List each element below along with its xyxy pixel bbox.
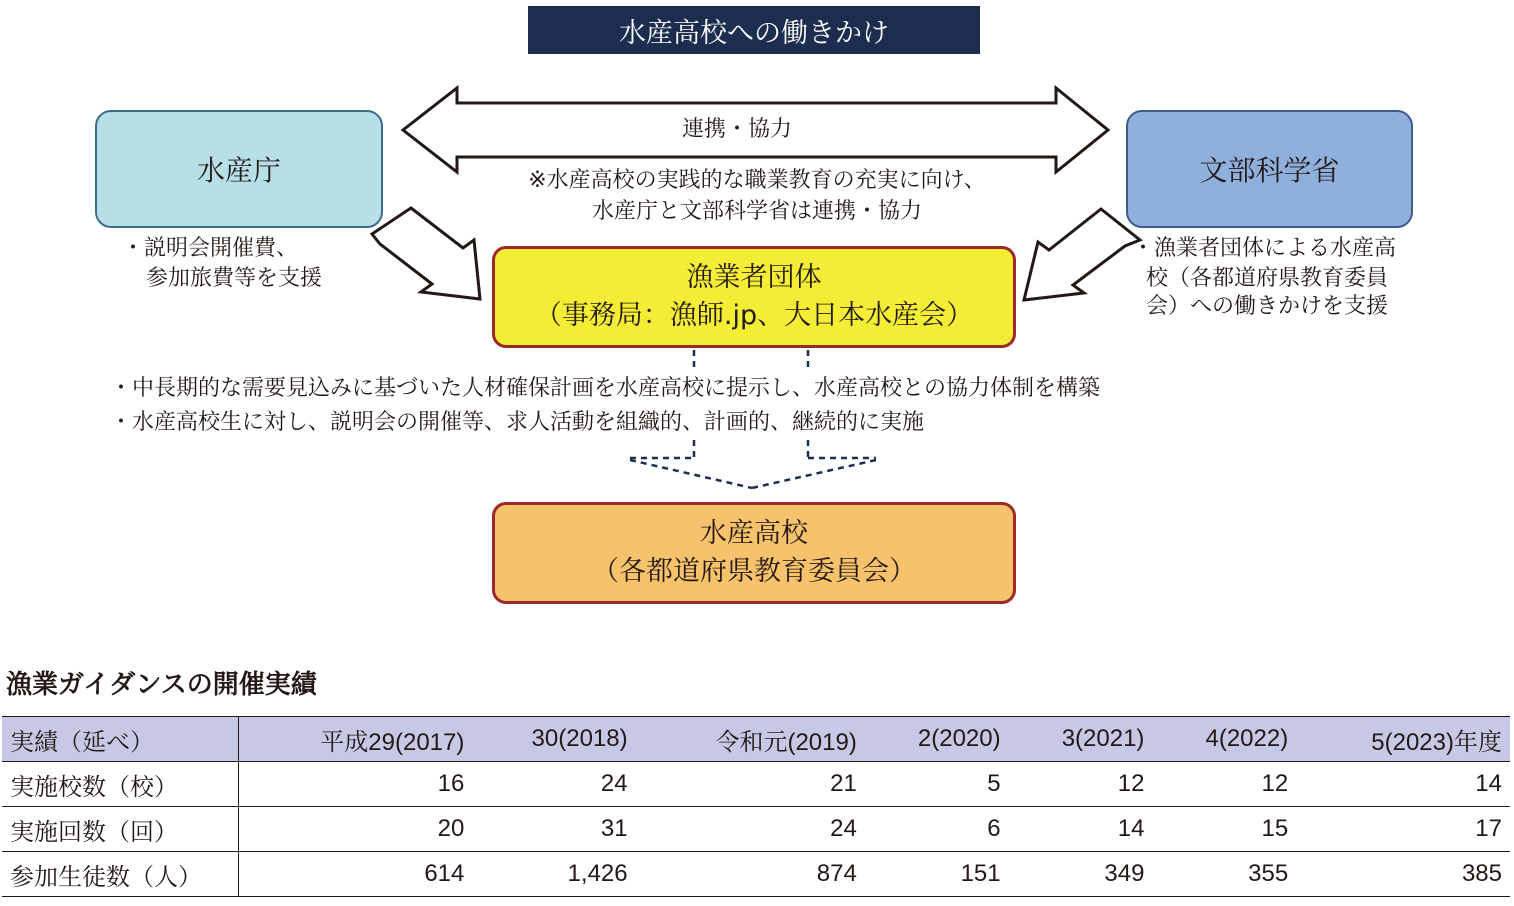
table-cell: 17 — [1296, 807, 1510, 852]
table-header-row — [2, 717, 1510, 762]
table-cell: 16 — [239, 762, 473, 807]
table-header-cell: 4(2022) — [1152, 717, 1296, 762]
mext-support-line3: 会）への働きかけを支援 — [1146, 294, 1389, 319]
cooperation-note-line2: 水産庁と文部科学省は連携・協力 — [591, 199, 922, 224]
table-cell: 5 — [865, 762, 1009, 807]
guidance-results-title: 漁業ガイダンスの開催実績 — [6, 670, 317, 700]
table-cell: 349 — [1009, 852, 1153, 897]
cooperation-note-line1: ※水産高校の実践的な職業教育の充実に向け、 — [528, 168, 986, 193]
table-cell: 24 — [636, 807, 865, 852]
table-row-label: 参加生徒数（人） — [2, 852, 239, 897]
table-header-cell: 3(2021) — [1009, 717, 1153, 762]
table-row — [2, 807, 1510, 852]
table-header-cell: 実績（延べ） — [2, 717, 239, 762]
union-action-1: ・中長期的な需要見込みに基づいた人材確保計画を水産高校に提示し、水産高校との協力体制を構築 — [110, 376, 1101, 401]
cooperation-label: 連携・協力 — [682, 117, 793, 142]
table-cell: 874 — [636, 852, 865, 897]
table-cell: 20 — [239, 807, 473, 852]
table-cell: 12 — [1009, 762, 1153, 807]
table-row-label: 実施校数（校） — [2, 762, 239, 807]
table-cell: 15 — [1152, 807, 1296, 852]
table-cell: 31 — [472, 807, 635, 852]
table-row — [2, 852, 1510, 897]
table-cell: 14 — [1296, 762, 1510, 807]
table-row-label: 実施回数（回） — [2, 807, 239, 852]
table-row — [2, 762, 1510, 807]
mext-support-line1: ・漁業者団体による水産高 — [1132, 236, 1397, 261]
table-cell: 12 — [1152, 762, 1296, 807]
guidance-results-table — [2, 716, 1510, 897]
fisheries-high-school-label: 水産高校 — [700, 518, 808, 549]
fisheries-agency-node — [95, 110, 383, 228]
table-cell: 6 — [865, 807, 1009, 852]
table-cell: 24 — [472, 762, 635, 807]
fisheries-high-school-board: （各都道府県教育委員会） — [592, 556, 916, 587]
mext-node — [1126, 110, 1413, 228]
table-cell: 355 — [1152, 852, 1296, 897]
fisheries-agency-support-line2: 参加旅費等を支援 — [146, 266, 323, 291]
table-cell: 1,426 — [472, 852, 635, 897]
mext-label: 文部科学省 — [1199, 154, 1340, 187]
table-header-cell: 30(2018) — [472, 717, 635, 762]
fisheries-agency-label: 水産庁 — [196, 154, 281, 187]
mext-support-line2: 校（各都道府県教育委員 — [1146, 266, 1389, 291]
fishery-union-node — [492, 246, 1016, 348]
fisheries-agency-support-line1: ・説明会開催費、 — [122, 236, 299, 261]
diagram-title: 水産高校への働きかけ — [619, 17, 889, 49]
table-cell: 21 — [636, 762, 865, 807]
union-action-2: ・水産高校生に対し、説明会の開催等、求人活動を組織的、計画的、継続的に実施 — [110, 410, 925, 435]
table-cell: 385 — [1296, 852, 1510, 897]
fisheries-high-school-node — [492, 502, 1016, 604]
table-header-cell: 5(2023)年度 — [1296, 717, 1510, 762]
fishery-union-secretariat: （事務局：漁師.jp、大日本水産会） — [534, 300, 974, 331]
table-header-cell: 令和元(2019) — [636, 717, 865, 762]
table-cell: 614 — [239, 852, 473, 897]
table-header-cell: 2(2020) — [865, 717, 1009, 762]
table-cell: 14 — [1009, 807, 1153, 852]
table-cell: 151 — [865, 852, 1009, 897]
fishery-union-label: 漁業者団体 — [686, 262, 822, 293]
table-header-cell: 平成29(2017) — [239, 717, 473, 762]
